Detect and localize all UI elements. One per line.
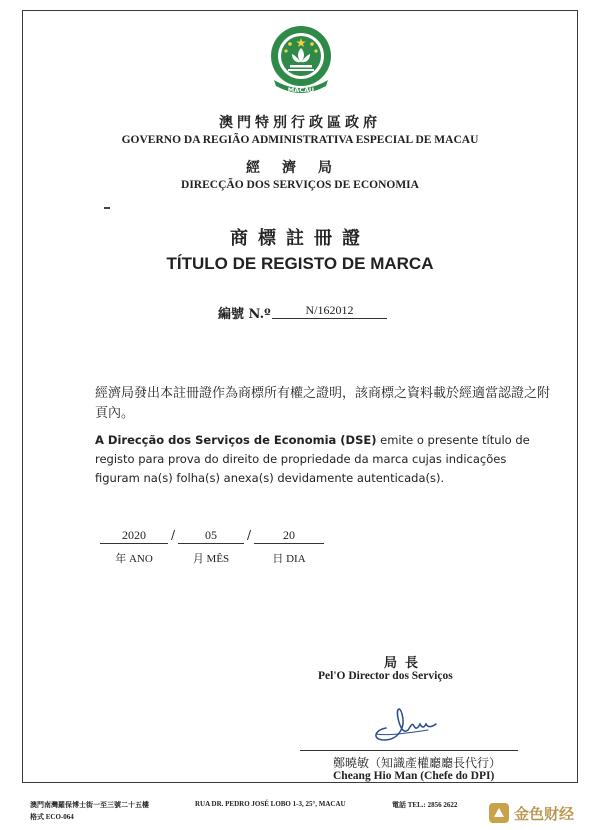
body-text-pt-bold: A Direcção dos Serviços de Economia (DSE) (95, 433, 377, 447)
footer-address-zh: 澳門南灣羅保博士街一至三號二十五樓 (30, 801, 149, 809)
date-month: 05 (178, 528, 244, 544)
handwritten-signature (368, 700, 468, 744)
document-title-zh: 商標註冊證 (230, 228, 370, 249)
date-month-label: 月 MÊS (192, 553, 230, 565)
watermark-logo-icon (488, 802, 510, 824)
body-text-pt-rest: emite o presente título de registo para prova do direito de propriedade da marca cujas indicações figuram na(s) folha(s) anexa(s) devidamente autenticada(s). (95, 433, 530, 485)
registration-number: N/162012 (272, 303, 387, 319)
department-name-zh: 經濟局 (246, 160, 354, 176)
date-separator: / (171, 528, 176, 542)
signatory-title-zh: 局長 (384, 656, 427, 671)
signature-line (300, 750, 518, 751)
date-year: 2020 (100, 528, 168, 544)
emblem-label: MACAU (287, 86, 315, 94)
date-year-label: 年 ANO (115, 553, 153, 565)
watermark-text: 金色财经 (514, 805, 575, 823)
body-text-zh: 經濟局發出本註冊證作為商標所有權之證明，該商標之資料載於經適當認證之附頁內。 (95, 386, 551, 421)
signatory-name-zh: 鄭曉敏（知識產權廳廳長代行） (333, 756, 502, 770)
department-name-pt: DIRECÇÃO DOS SERVIÇOS DE ECONOMIA (181, 179, 419, 191)
margin-mark (104, 207, 110, 209)
footer-address-pt: RUA DR. PEDRO JOSÉ LOBO 1-3, 25°, MACAU (195, 800, 346, 808)
footer-phone: 電話 TEL.: 2856 2622 (392, 801, 458, 809)
body-text-pt (95, 431, 550, 488)
registration-number-label: 編號 N.º (218, 307, 271, 322)
signatory-name-pt: Cheang Hio Man (Chefe do DPI) (333, 770, 495, 782)
document-title-pt: TÍTULO DE REGISTO DE MARCA (166, 254, 434, 273)
macau-emblem-icon (268, 24, 334, 96)
date-day: 20 (254, 528, 324, 544)
government-name-zh: 澳門特別行政區政府 (219, 115, 381, 131)
date-day-label: 日 DIA (272, 553, 306, 565)
watermark (488, 800, 596, 826)
date-separator: / (247, 528, 252, 542)
government-name-pt: GOVERNO DA REGIÃO ADMINISTRATIVA ESPECIAL DE MACAU (121, 134, 479, 146)
footer-form-code: 格式 ECO-064 (30, 813, 74, 821)
signatory-title-pt: Pel'O Director dos Serviços (318, 670, 453, 682)
